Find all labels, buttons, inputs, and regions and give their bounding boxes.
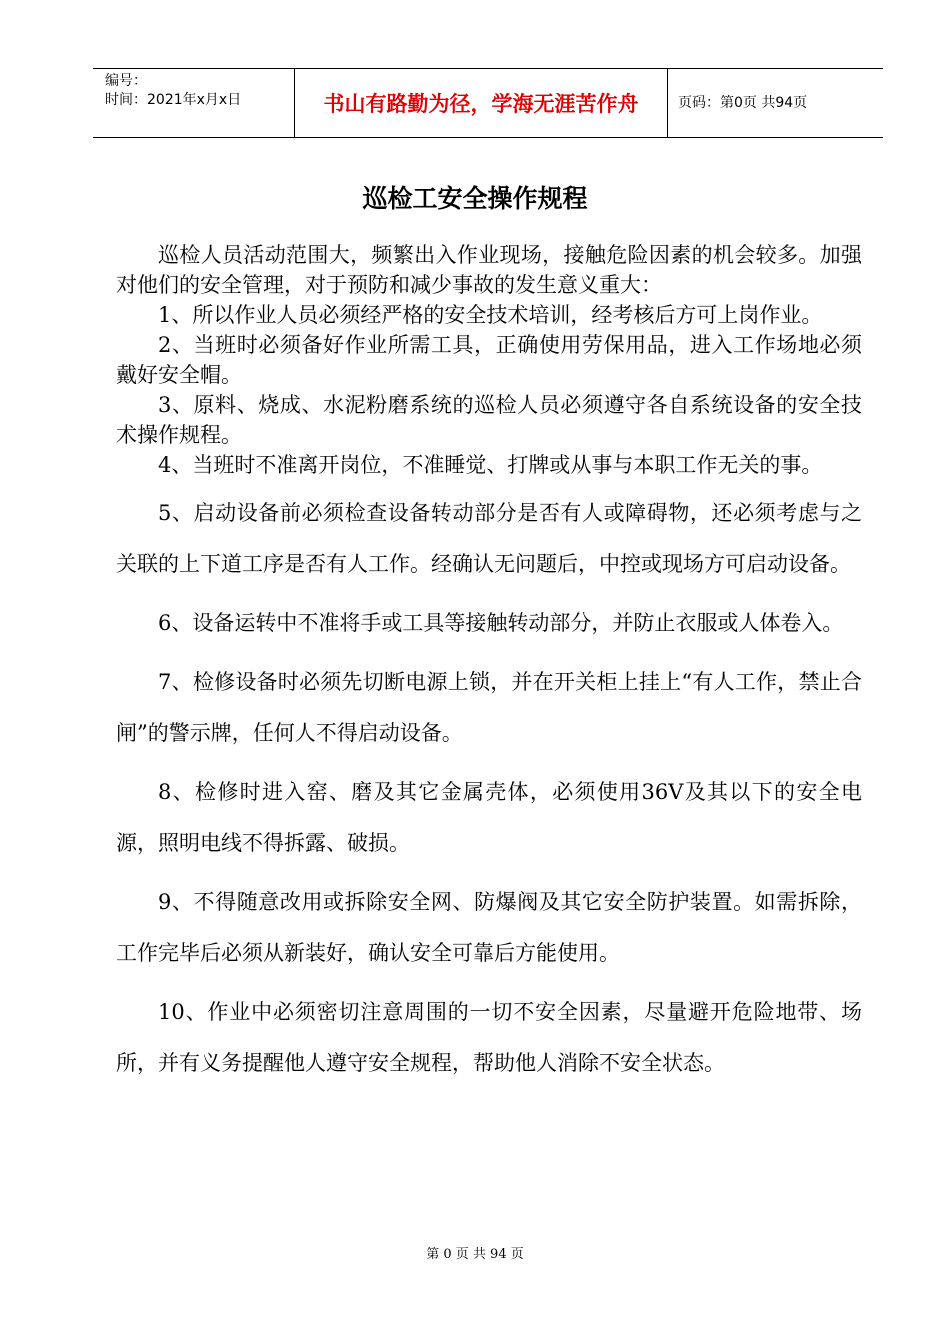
document-number-label: 编号： — [105, 73, 147, 89]
paragraph-item-6: 6、设备运转中不准将手或工具等接触转动部分，并防止衣服或人体卷入。 — [158, 611, 844, 635]
page-header — [93, 68, 883, 138]
paragraph-item-1: 1、所以作业人员必须经严格的安全技术培训，经考核后方可上岗作业。 — [158, 303, 823, 327]
paragraph-intro: 巡检人员活动范围大，频繁出入作业现场，接触危险因素的机会较多。加强对他们的安全管理，对于预防和减少事故的发生意义重大： — [116, 243, 862, 297]
header-motto: 书山有路勤为径，学海无涯苦作舟 — [323, 92, 639, 116]
paragraph-item-4: 4、当班时不准离开岗位，不准睡觉、打牌或从事与本职工作无关的事。 — [158, 453, 823, 477]
page-footer: 第 0 页 共 94 页 — [426, 1247, 524, 1262]
header-meta-cell — [93, 69, 295, 137]
paragraph-item-8: 8、检修时进入窑、磨及其它金属壳体，必须使用36V及其以下的安全电源，照明电线不得拆露、破损。 — [116, 780, 862, 855]
header-page-cell — [668, 69, 883, 137]
header-motto-cell — [295, 69, 668, 137]
document-title: 巡检工安全操作规程 — [362, 184, 588, 213]
paragraph-item-2: 2、当班时必须备好作业所需工具，正确使用劳保用品，进入工作场地必须戴好安全帽。 — [116, 333, 862, 387]
document-time-label: 时间：2021年x月x日 — [105, 92, 242, 108]
document-body — [116, 240, 862, 1089]
paragraph-item-5: 5、启动设备前必须检查设备转动部分是否有人或障碍物，还必须考虑与之关联的上下道工序是否有人工作。经确认无问题后，中控或现场方可启动设备。 — [116, 501, 862, 576]
paragraph-item-10: 10、作业中必须密切注意周围的一切不安全因素，尽量避开危险地带、场所，并有义务提醒他人遵守安全规程，帮助他人消除不安全状态。 — [116, 1000, 862, 1075]
paragraph-item-9: 9、不得随意改用或拆除安全网、防爆阀及其它安全防护装置。如需拆除，工作完毕后必须从新装好，确认安全可靠后方能使用。 — [116, 890, 862, 965]
paragraph-item-3: 3、原料、烧成、水泥粉磨系统的巡检人员必须遵守各自系统设备的安全技术操作规程。 — [116, 393, 862, 447]
paragraph-item-7: 7、检修设备时必须先切断电源上锁，并在开关柜上挂上“有人工作，禁止合闸”的警示牌，任何人不得启动设备。 — [116, 670, 862, 745]
header-page-info: 页码：第0页 共94页 — [678, 95, 808, 111]
